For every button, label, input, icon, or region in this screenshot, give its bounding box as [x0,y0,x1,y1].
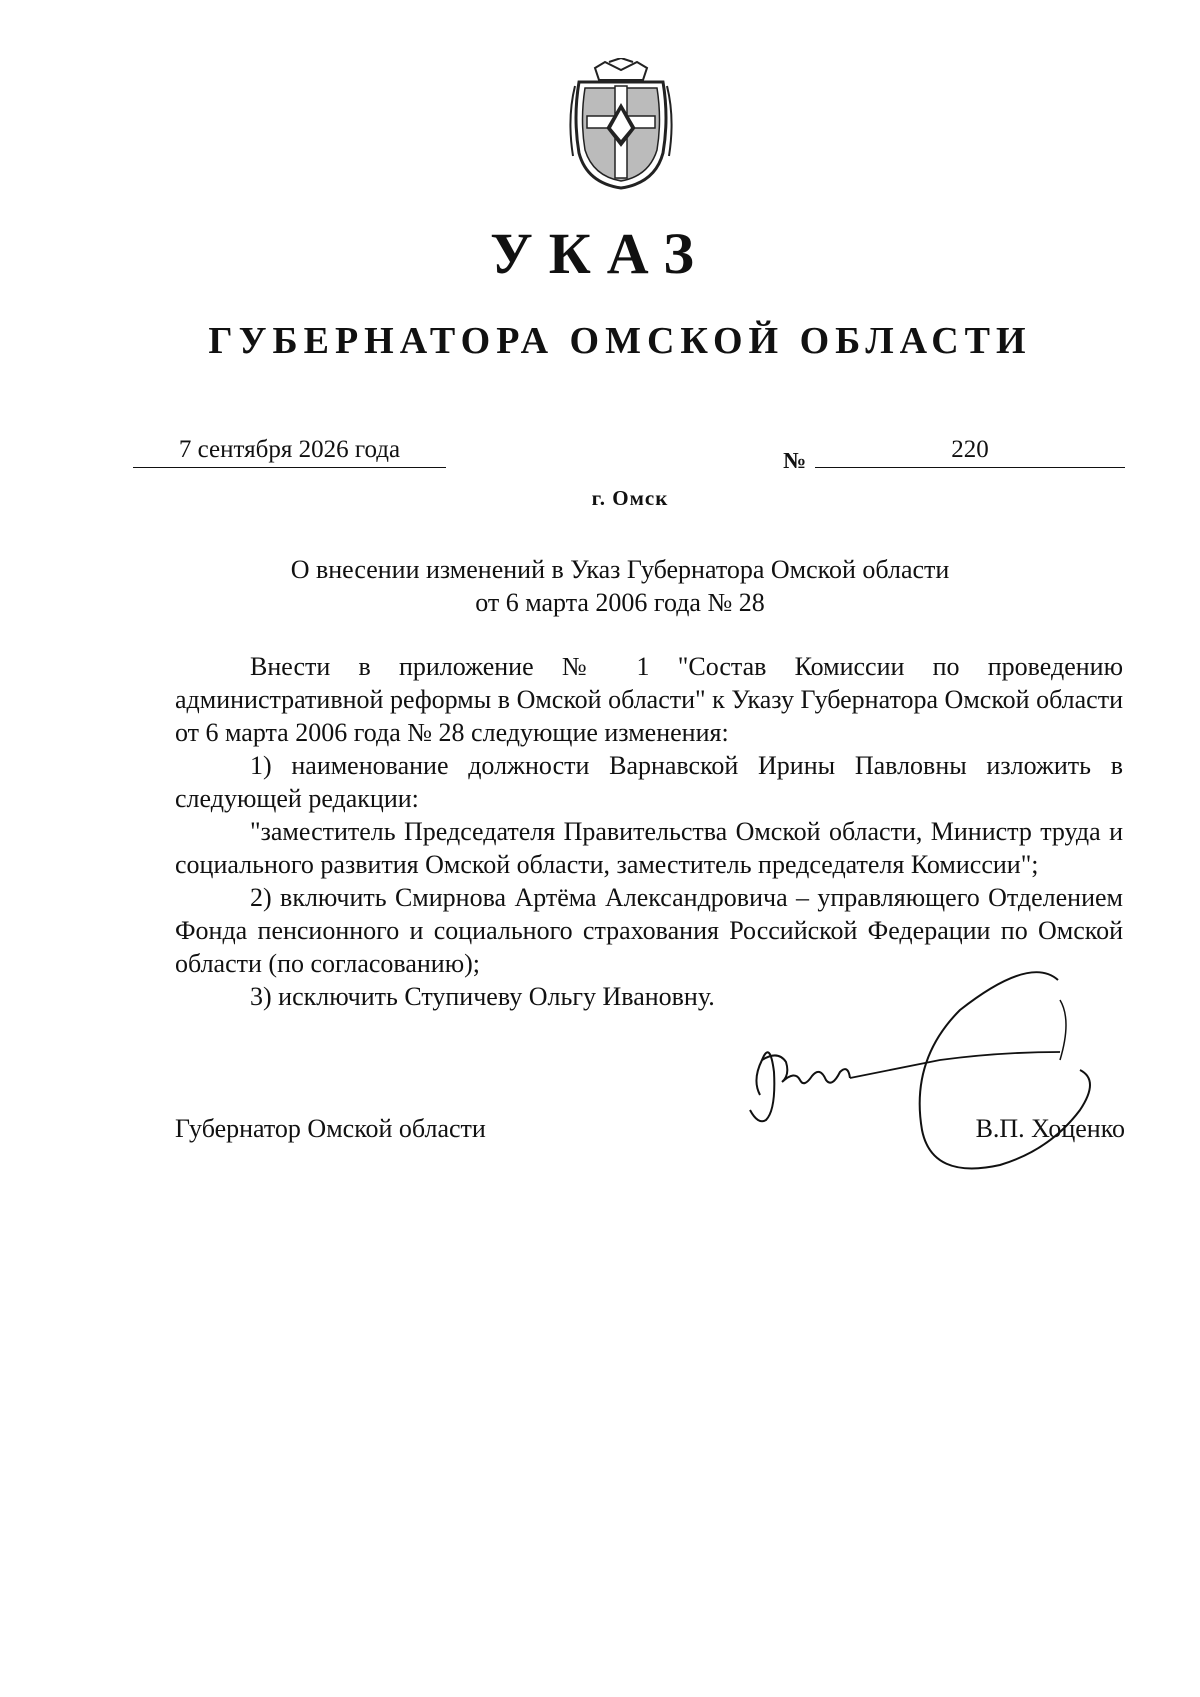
document-subtitle: ГУБЕРНАТОРА ОМСКОЙ ОБЛАСТИ [208,320,1032,362]
body-paragraph: "заместитель Председателя Правительства Омской области, Министр труда и социального развития Омской области, заместитель председателя Комиссии"; [175,817,1123,879]
number-label: № [783,448,807,473]
coat-of-arms-icon [565,58,677,190]
document-subject [170,553,1070,619]
document-date: 7 сентября 2026 года [133,433,446,468]
document-body [175,650,1123,1013]
document-place: г. Омск [591,486,669,510]
body-paragraph: Внести в приложение № 1 "Состав Комиссии по проведению административной реформы в Омской области" к Указу Губернатора Омской области от 6 марта 2006 года № 28 следующие изменения: [175,652,1123,747]
body-paragraph: 2) включить Смирнова Артёма Александровича – управляющего Отделением Фонда пенсионного и социального страхования Российской Федерации по Омской области (по согласованию); [175,883,1123,978]
document-number: 220 [815,433,1125,468]
signatory-name: В.П. Хоценко [975,1114,1125,1143]
document-title: УКАЗ [490,221,710,286]
signatory-position: Губернатор Омской области [175,1114,486,1143]
subject-line-2: от 6 марта 2006 года № 28 [475,588,765,617]
body-paragraph: 1) наименование должности Варнавской Ирины Павловны изложить в следующей редакции: [175,751,1123,813]
body-paragraph: 3) исключить Ступичеву Ольгу Ивановну. [250,982,715,1011]
subject-line-1: О внесении изменений в Указ Губернатора Омской области [290,555,950,584]
